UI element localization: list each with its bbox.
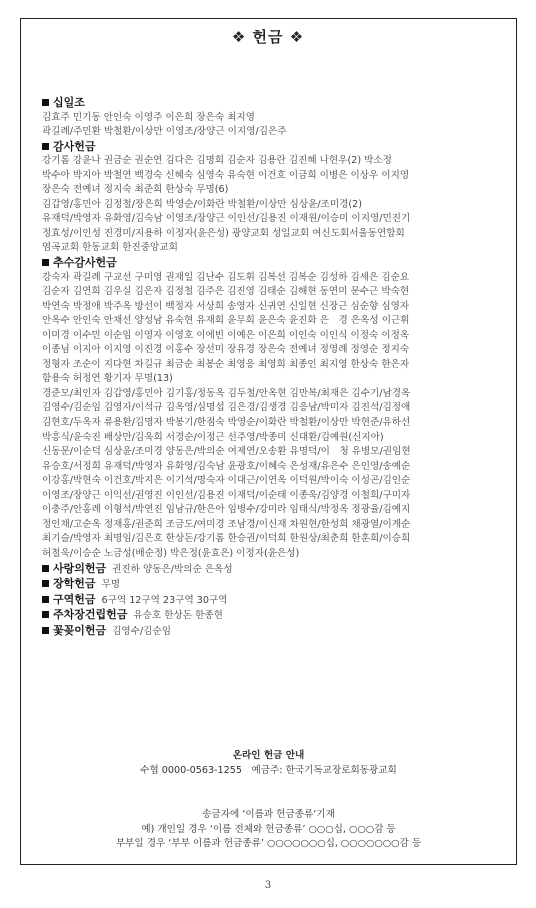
section-title: 구역헌금 xyxy=(53,592,96,606)
donor-line: 곽길례/주민환 박철환/이상만 이영조/장양근 이지영/김은주 xyxy=(42,126,287,138)
section-header xyxy=(42,256,497,271)
inline-section xyxy=(42,593,497,609)
section-title: 추수감사헌금 xyxy=(53,256,117,270)
donor-line: 권진하 양동은/박의순 은옥성 xyxy=(112,563,233,575)
donor-line: 장은숙 전예녀 정지숙 최준희 한상숙 무명(6) xyxy=(42,184,229,196)
remittance-instructions xyxy=(20,808,517,852)
section-header xyxy=(42,140,497,155)
remit-line-3: 부부일 경우 ‘부부 이름과 헌금종류’ ○○○○○○○십, ○○○○○○○감 등 xyxy=(115,838,422,849)
donor-line: 유승호 한상돈 한종현 xyxy=(133,610,223,622)
remit-line-1: 송금자에 ‘이름과 헌금종류’기재 xyxy=(202,809,335,820)
donor-line: 박흥식/윤숙진 배상만/김욱희 서경순/이정근 선주영/박종미 신대환/김예원(신지아) xyxy=(42,431,384,443)
donor-line: 김효주 민기동 안인숙 이영주 이은희 장은숙 최지영 xyxy=(42,111,255,123)
square-bullet-icon xyxy=(42,565,49,572)
online-offering-info xyxy=(20,748,517,778)
section-title: 십일조 xyxy=(53,96,85,109)
offering-list xyxy=(42,96,497,639)
donor-line: 정효성/이인성 진경미/지용하 이정자(윤은성) 광양교회 성일교회 여신도회서울동연합회 xyxy=(42,227,405,239)
donor-line: 신동문/이순덕 심상윤/조미경 양동은/박의순 여제연/오송환 유명덕/이 청 유병모/권임현 xyxy=(42,446,411,458)
square-bullet-icon xyxy=(42,596,49,603)
section-title: 감사헌금 xyxy=(53,139,96,153)
section-header xyxy=(42,96,497,111)
online-heading: 온라인 헌금 안내 xyxy=(232,750,305,761)
inline-section xyxy=(42,562,497,578)
donor-line: 이종님 이지아 이지영 이진경 이홍수 장선미 장유경 장은숙 전예녀 정영례 정영순 정지숙 xyxy=(42,344,410,356)
donor-line: 안옥수 안인숙 안채선 양성남 유숙현 유재희 윤무희 윤은숙 윤진화 은 경 은옥성 이근휘 xyxy=(42,315,410,327)
square-bullet-icon xyxy=(42,143,49,150)
donor-line: 이강홍/박현숙 이건호/박지은 이기석/명숙자 이대근/이연옥 이덕원/박이숙 이성곤/김인순 xyxy=(42,475,411,487)
donor-line: 강숙자 곽길례 구교선 구미영 권재일 김난수 김도휘 김복선 김복순 김성하 김세은 김순요 xyxy=(42,271,410,283)
section-title: 장학헌금 xyxy=(53,577,96,591)
donor-line: 김영수/김순임 김영자/이석규 김옥영/심명섭 김은경/김생경 김응남/박미자 김진석/김정애 xyxy=(42,402,411,414)
donor-line: 정인채/고순옥 정재홍/권준희 조금도/여미경 조남경/이신재 차원현/한성희 채광열/이계순 xyxy=(42,518,411,530)
donor-line: 유재덕/박영자 유화영/김숙남 이영조/장양근 이인선/김용진 이재원/이승미 이지영/민진기 xyxy=(42,213,411,225)
donor-line: 이미경 이수민 이순임 이영자 이영호 이에빈 이예은 이은희 이인숙 이인식 이정숙 이정옥 xyxy=(42,329,410,341)
donor-line: 김영수/김순임 xyxy=(112,625,171,637)
donor-line: 염곡교회 한동교회 한진중앙교회 xyxy=(42,242,178,254)
donor-line: 경준모/최인자 김갑영/홍민아 김기홍/정동옥 김두철/안옥현 김만복/최재은 김수기/남경옥 xyxy=(42,387,411,399)
donor-line: 허철욱/이승순 노금성(배순정) 박은정(윤효은) 이정자(윤은성) xyxy=(42,547,300,559)
donor-line: 박수아 박지아 박철연 백경숙 신혜숙 심영숙 유숙현 이건호 이금희 이병은 이상우 이지영 xyxy=(42,169,410,181)
donor-line: 박연숙 박정애 박주옥 방선이 백정자 서상희 송영자 신귀연 신일현 신장근 심순향 심영자 xyxy=(42,300,410,312)
square-bullet-icon xyxy=(42,259,49,266)
square-bullet-icon xyxy=(42,627,49,634)
donor-line: 이영조/장양근 이익선/권영진 이인선/김용진 이재덕/이순태 이종욱/김양경 이철희/구미자 xyxy=(42,489,411,501)
donor-line: 김갑영/홍민아 김정철/장은희 박영순/이화란 박철환/이상만 심상윤/조미경(2) xyxy=(42,198,362,210)
inline-section xyxy=(42,624,497,640)
bank-account: 수협 0000-0563-1255 예금주: 한국기독교장로회동광교회 xyxy=(140,765,397,776)
section-title: 사랑의헌금 xyxy=(53,561,107,575)
donor-line: 함용숙 허정연 황기자 무명(13) xyxy=(42,373,173,385)
remit-line-2: 예) 개인일 경우 ‘이름 전체와 헌금종류’ ○○○십, ○○○감 등 xyxy=(141,823,396,835)
donor-line: 김순자 김연희 김우실 김은자 김정철 김주은 김진영 김태순 김해현 동연미 문수근 박숙현 xyxy=(42,286,410,298)
section-title: 꽃꽂이헌금 xyxy=(53,623,107,637)
square-bullet-icon xyxy=(42,99,49,106)
page-title: ❖ 헌금 ❖ xyxy=(231,28,305,46)
donor-line: 무명 xyxy=(101,579,121,591)
inline-section xyxy=(42,608,497,624)
section-title: 주차장건립헌금 xyxy=(53,608,128,622)
donor-line: 이충주/안홍례 이형석/박연진 임남규/한은아 임병수/강미라 임태식/박정옥 정광율/김예지 xyxy=(42,504,411,516)
donor-line: 김현호/두옥자 류용환/김명자 박봉기/한점숙 박영순/이화란 박철환/이상만 박현준/유하선 xyxy=(42,417,411,429)
inline-section xyxy=(42,577,497,593)
donor-line: 정형자 조순이 지다현 차길규 최금순 최봉순 최영응 최영희 최종인 최지영 한상숙 한은자 xyxy=(42,358,410,370)
square-bullet-icon xyxy=(42,580,49,587)
donor-line: 6구역 12구역 23구역 30구역 xyxy=(101,594,228,606)
page-number: 3 xyxy=(264,880,272,891)
donor-line: 최기슬/박영자 최명임/김은호 한상돈/강기롬 한승권/이덕희 한원상/최춘희 한훈희/이승희 xyxy=(42,533,411,545)
square-bullet-icon xyxy=(42,611,49,618)
donor-line: 유승호/서정희 유재덕/박영자 유화영/김숙남 윤광호/이혜숙 은성재/유은수 은인영/송예순 xyxy=(42,460,411,472)
donor-line: 강기롬 강윤나 권금순 권순연 김다은 김명희 김순자 김용란 김진혜 나현우(2) 박소정 xyxy=(42,155,392,167)
